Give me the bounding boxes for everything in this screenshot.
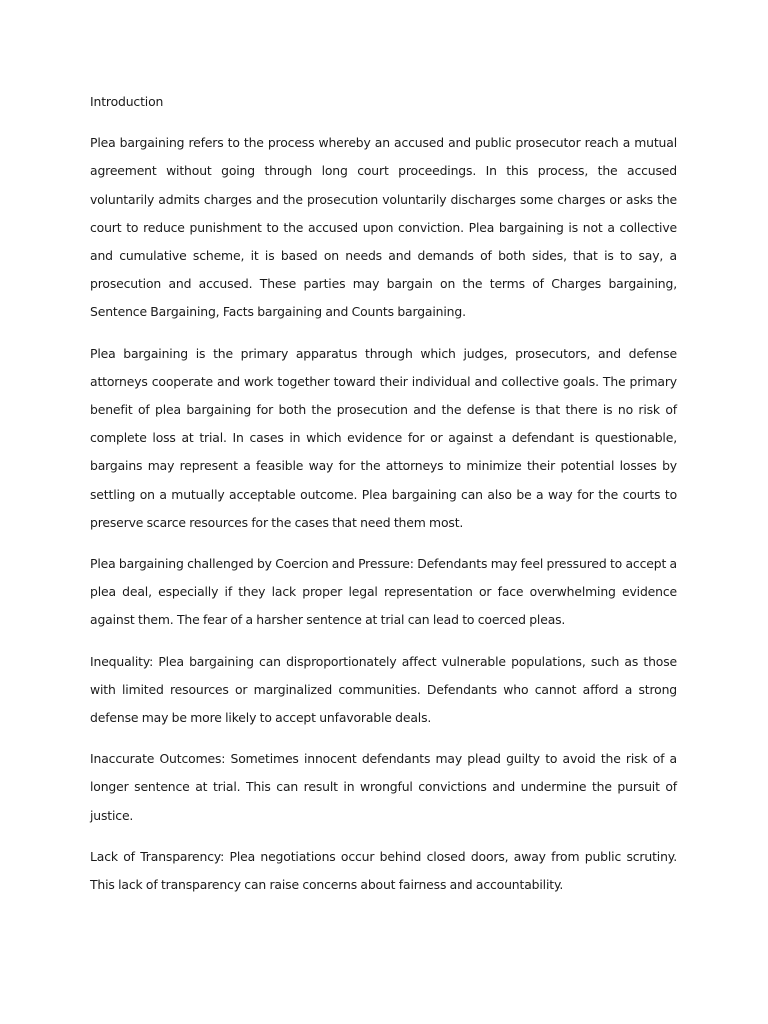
paragraph-inaccurate-outcomes: Inaccurate Outcomes: Sometimes innocent defendants may plead guilty to avoid the risk of a longer sentence at trial. This can result in wrongful convictions and undermine the pursuit of justice. (90, 751, 677, 823)
section-heading: Introduction (90, 94, 164, 109)
paragraph-definition: Plea bargaining refers to the process whereby an accused and public prosecutor reach a mutual agreement without going through long court proceedings. In this process, the accused voluntarily admits charges and the prosecution voluntarily discharges some charges or asks the court to reduce punishment to the accused upon conviction. Plea bargaining is not a collective and cumulative scheme, it is based on needs and demands of both sides, that is to say, a prosecution and accused. These parties may bargain on the terms of Charges bargaining, Sentence Bargaining, Facts bargaining and Counts bargaining. (90, 135, 677, 320)
paragraph-primary-apparatus: Plea bargaining is the primary apparatus through which judges, prosecutors, and defense attorneys cooperate and work together toward their individual and collective goals. The primary benefit of plea bargaining for both the prosecution and the defense is that there is no risk of complete loss at trial. In cases in which evidence for or against a defendant is questionable, bargains may represent a feasible way for the attorneys to minimize their potential losses by settling on a mutually acceptable outcome. Plea bargaining can also be a way for the courts to preserve scarce resources for the cases that need them most. (90, 345, 677, 530)
paragraph-inequality: Inequality: Plea bargaining can disproportionately affect vulnerable populations, such as those with limited resources or marginalized communities. Defendants who cannot afford a strong defense may be more likely to accept unfavorable deals. (90, 653, 677, 726)
document-body (90, 88, 677, 912)
paragraph-coercion-pressure: Plea bargaining challenged by Coercion and Pressure: Defendants may feel pressured to accept a plea deal, especially if they lack proper legal representation or face overwhelming evidence against them. The fear of a harsher sentence at trial can lead to coerced pleas. (90, 556, 677, 628)
paragraph-lack-of-transparency: Lack of Transparency: Plea negotiations occur behind closed doors, away from public scrutiny. This lack of transparency can raise concerns about fairness and accountability. (90, 848, 677, 893)
